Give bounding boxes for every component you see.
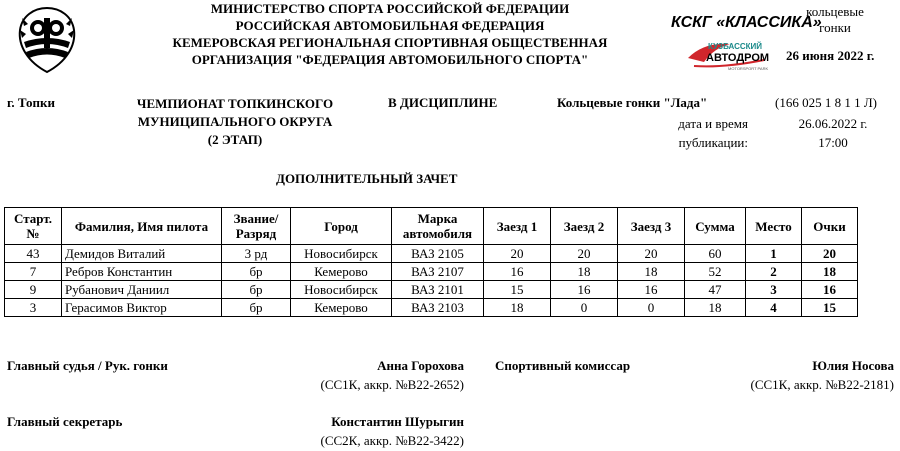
start-number-cell: 43 [5,245,62,263]
discipline-code: (166 025 1 8 1 1 Л) [775,95,877,110]
chief-secretary-cert: (СС2К, аккр. №В22-3422) [320,433,464,448]
championship-line3: (2 ЭТАП) [207,132,263,147]
championship-line2: МУНИЦИПАЛЬНОГО ОКРУГА [137,114,333,129]
heat2-cell: 20 [551,245,618,263]
pilot-name-cell: Герасимов Виктор [62,299,222,317]
car-cell: ВАЗ 2105 [392,245,484,263]
heat2-cell: 0 [551,299,618,317]
points-cell: 20 [802,245,858,263]
city-cell: Новосибирск [291,245,392,263]
col-pilot-name: Фамилия, Имя пилота [62,208,222,245]
col-city: Город [291,208,392,245]
championship-line1: ЧЕМПИОНАТ ТОПКИНСКОГО [136,96,334,111]
start-number-cell: 7 [5,263,62,281]
federation-emblem-logo [14,4,80,76]
event-city: г. Топки [7,95,55,110]
car-cell: ВАЗ 2103 [392,299,484,317]
pilot-name-cell: Демидов Виталий [62,245,222,263]
heat1-cell: 15 [484,281,551,299]
heat3-cell: 20 [618,245,685,263]
place-cell: 4 [746,299,802,317]
kuzbass-logo-line2: АВТОДРОМ [706,52,770,64]
rank-cell: бр [222,263,291,281]
table-row [5,299,858,317]
col-car: Марка автомобиля [392,208,484,245]
place-cell: 3 [746,281,802,299]
rank-cell: бр [222,299,291,317]
header-line-organization: ОРГАНИЗАЦИЯ "ФЕДЕРАЦИЯ АВТОМОБИЛЬНОГО СПОРТА" [191,52,589,67]
chief-judge-name: Анна Горохова [377,358,464,373]
col-heat1: Заезд 1 [484,208,551,245]
heat2-cell: 18 [551,263,618,281]
col-rank: Звание/ Разряд [222,208,291,245]
header-line-ministry: МИНИСТЕРСТВО СПОРТА РОССИЙСКОЙ ФЕДЕРАЦИИ [210,1,570,16]
col-start-number: Старт. № [5,208,62,245]
discipline-label: В ДИСЦИПЛИНЕ [388,95,498,110]
kskg-klassika-logo [669,6,822,36]
publication-date: 26.06.2022 г. [798,116,868,131]
points-cell: 16 [802,281,858,299]
heat3-cell: 18 [618,263,685,281]
kuzbass-logo-line1: КУЗБАССКИЙ [708,42,763,51]
city-cell: Новосибирск [291,281,392,299]
heat1-cell: 18 [484,299,551,317]
header-line-region: КЕМЕРОВСКАЯ РЕГИОНАЛЬНАЯ СПОРТИВНАЯ ОБЩЕСТВЕННАЯ [172,35,608,50]
col-heat3: Заезд 3 [618,208,685,245]
publication-time: 17:00 [818,135,848,150]
commissar-role: Спортивный комиссар [495,358,631,373]
heat3-cell: 0 [618,299,685,317]
discipline-name: Кольцевые гонки "Лада" [557,95,708,110]
table-row [5,245,858,263]
heat3-cell: 16 [618,281,685,299]
place-cell: 1 [746,245,802,263]
sum-cell: 47 [685,281,746,299]
publication-label-2: публикации: [678,135,748,150]
race-type-line1: кольцевые [806,4,864,19]
city-cell: Кемерово [291,299,392,317]
car-cell: ВАЗ 2101 [392,281,484,299]
section-title: ДОПОЛНИТЕЛЬНЫЙ ЗАЧЕТ [276,171,458,186]
sum-cell: 60 [685,245,746,263]
kuzbass-logo-line3: MOTORSPORT PARK [728,66,769,71]
commissar-name: Юлия Носова [812,358,894,373]
city-cell: Кемерово [291,263,392,281]
chief-secretary-role: Главный секретарь [7,414,123,429]
pilot-name-cell: Рубанович Даниил [62,281,222,299]
heat2-cell: 16 [551,281,618,299]
heat1-cell: 16 [484,263,551,281]
kskg-logo-text: КСКГ «КЛАССИКА» [671,14,822,31]
table-row [5,281,858,299]
chief-secretary-name: Константин Шурыгин [331,414,464,429]
table-row [5,263,858,281]
points-cell: 15 [802,299,858,317]
sum-cell: 18 [685,299,746,317]
results-table [4,207,858,317]
kuzbass-autodrom-logo [684,38,776,74]
commissar-cert: (СС1К, аккр. №В22-2181) [750,377,894,392]
publication-label-1: дата и время [678,116,748,131]
chief-judge-cert: (СС1К, аккр. №В22-2652) [320,377,464,392]
rank-cell: бр [222,281,291,299]
col-sum: Сумма [685,208,746,245]
header-line-raf: РОССИЙСКАЯ АВТОМОБИЛЬНАЯ ФЕДЕРАЦИЯ [235,18,545,33]
start-number-cell: 3 [5,299,62,317]
rank-cell: 3 рд [222,245,291,263]
start-number-cell: 9 [5,281,62,299]
pilot-name-cell: Ребров Константин [62,263,222,281]
event-date: 26 июня 2022 г. [786,48,875,63]
col-heat2: Заезд 2 [551,208,618,245]
points-cell: 18 [802,263,858,281]
place-cell: 2 [746,263,802,281]
heat1-cell: 20 [484,245,551,263]
car-cell: ВАЗ 2107 [392,263,484,281]
race-type-line2: гонки [819,20,851,35]
chief-judge-role: Главный судья / Рук. гонки [7,358,168,373]
table-header-row [5,208,858,245]
sum-cell: 52 [685,263,746,281]
col-place: Место [746,208,802,245]
col-points: Очки [802,208,858,245]
